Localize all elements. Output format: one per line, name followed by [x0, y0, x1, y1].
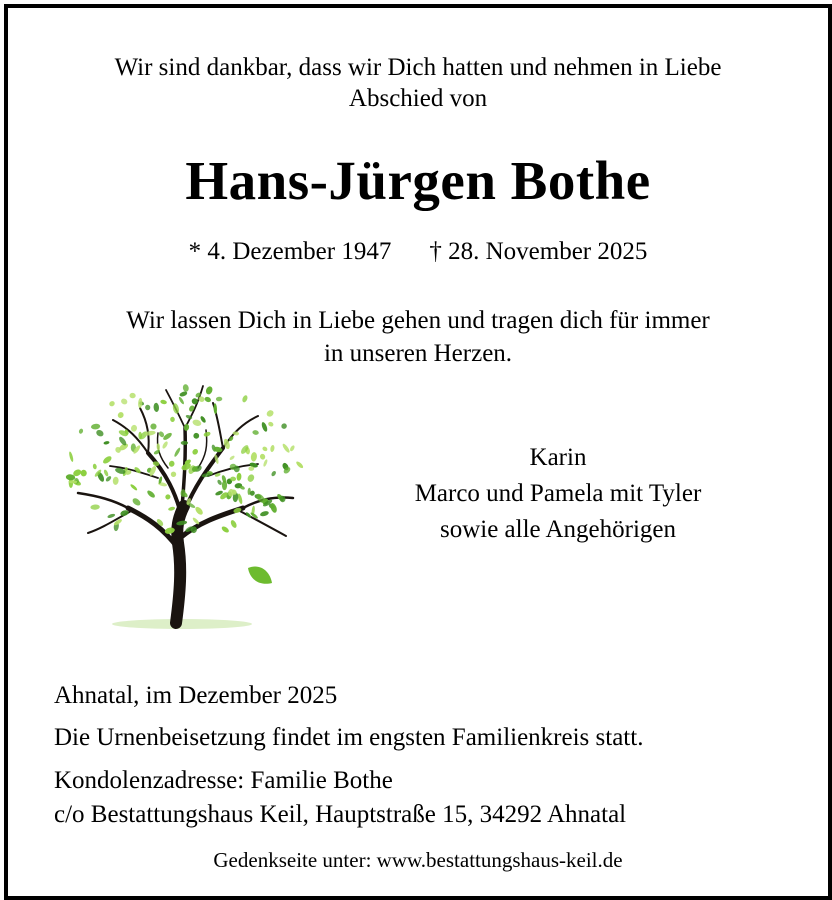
intro-text [8, 52, 828, 114]
burial-note: Die Urnenbeisetzung findet im engsten Familienkreis statt. [54, 724, 644, 751]
death-date: † 28. November 2025 [429, 238, 648, 265]
intro-line-2: Abschied von [348, 85, 488, 112]
tree-icon [48, 368, 318, 638]
life-dates [8, 236, 828, 268]
place-and-date: Ahnatal, im Dezember 2025 [54, 682, 338, 709]
quote-line-2: in unseren Herzen. [323, 340, 513, 367]
mourners-list [378, 440, 738, 548]
birth-date: * 4. Dezember 1947 [188, 238, 392, 265]
quote-line-1: Wir lassen Dich in Liebe gehen und tragen dich für immer [126, 307, 710, 334]
deceased-name: Hans-Jürgen Bothe [185, 150, 651, 211]
condolence-address [54, 764, 626, 832]
memorial-website: Gedenkseite unter: www.bestattungshaus-keil.de [213, 848, 623, 872]
condolence-line-2: c/o Bestattungshaus Keil, Hauptstraße 15, 34292 Ahnatal [54, 801, 627, 828]
mourner-line: Karin [529, 444, 587, 471]
mourner-line: Marco und Pamela mit Tyler [414, 480, 702, 507]
condolence-line-1: Kondolenzadresse: Familie Bothe [54, 767, 393, 794]
memorial-quote [8, 304, 828, 370]
obituary-frame [4, 4, 832, 900]
mourner-line: sowie alle Angehörigen [439, 516, 677, 543]
intro-line-1: Wir sind dankbar, dass wir Dich hatten und nehmen in Liebe [114, 54, 722, 81]
